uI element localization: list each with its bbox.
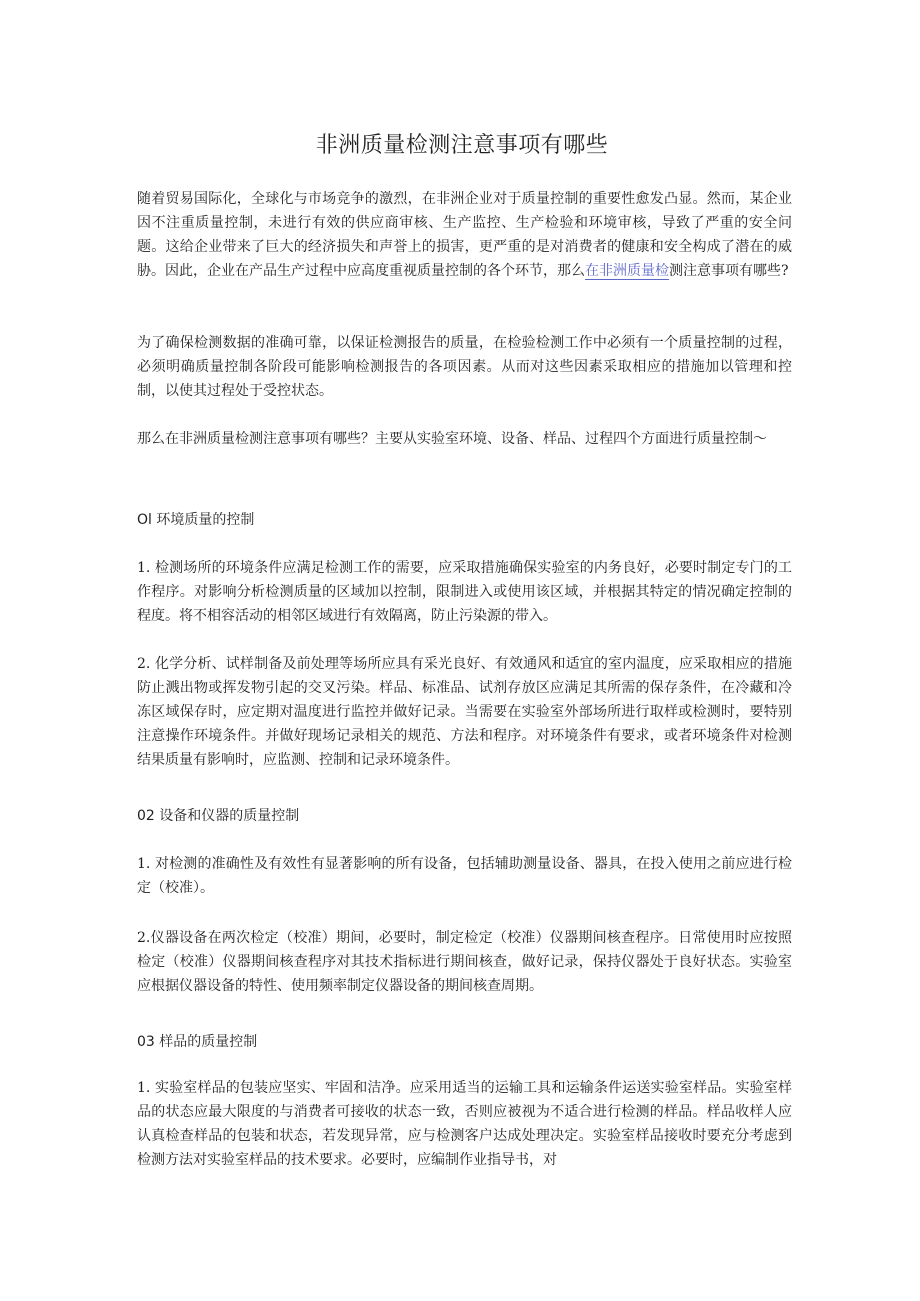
equipment-item-1: 1. 对检测的准确性及有效性有显著影响的所有设备，包括辅助测量设备、器具，在投入使用之前应进行检定（校准）。 <box>137 856 792 896</box>
section-heading-equipment: 02 设备和仪器的质量控制 <box>137 808 300 824</box>
intro-text-end: 测注意事项有哪些? <box>669 263 789 279</box>
intro-text: 随着贸易国际化，全球化与市场竞争的激烈，在非洲企业对于质量控制的重要性愈发凸显。然而，某企业因不注重质量控制，未进行有效的供应商审核、生产监控、生产检验和环境审核，导致了严重的安全问题。这给企业带来了巨大的经济损失和声誉上的损害，更严重的是对消费者的健康和安全构成了潜在的威胁。因此，企业在产品生产过程中应高度重视质量控制的各个环节，那么 <box>137 191 792 279</box>
document-title: 非洲质量检测注意事项有哪些 <box>315 133 609 158</box>
samples-item-1: 1. 实验室样品的包装应坚实、牢固和洁净。应采用适当的运输工具和运输条件运送实验室样品。实验室样品的状态应最大限度的与消费者可接收的状态一致，否则应被视为不适合进行检测的样品。样品收样人应认真检查样品的包装和状态，若发现异常，应与检测客户达成处理决定。实验室样品接收时要充分考虑到检测方法对实验室样品的技术要求。必要时，应编制作业指导书，对 <box>137 1080 792 1168</box>
paragraph-quality-control-purpose: 为了确保检测数据的准确可靠，以保证检测报告的质量，在检验检测工作中必须有一个质量控制的过程，必须明确质量控制各阶段可能影响检测报告的各项因素。从而对这些因素采取相应的措施加以管理和控制，以使其过程处于受控状态。 <box>137 335 792 399</box>
environment-item-1: 1. 检测场所的环境条件应满足检测工作的需要，应采取措施确保实验室的内务良好，必要时制定专门的工作程序。对影响分析检测质量的区域加以控制，限制进入或使用该区域，并根据其特定的情况确定控制的程度。将不相容活动的相邻区域进行有效隔离，防止污染源的带入。 <box>137 560 792 624</box>
section-heading-samples: 03 样品的质量控制 <box>137 1034 258 1050</box>
environment-item-2: 2. 化学分析、试样制备及前处理等场所应具有采光良好、有效通风和适宜的室内温度，应采取相应的措施防止溅出物或挥发物引起的交叉污染。样品、标准品、试剂存放区应满足其所需的保存条件，在冷藏和冷冻区域保存时，应定期对温度进行监控并做好记录。当需要在实验室外部场所进行取样或检测时，要特别注意操作环境条件。并做好现场记录相关的规范、方法和程序。对环境条件有要求，或者环境条件对检测结果质量有影响时，应监测、控制和记录环境条件。 <box>137 656 792 768</box>
intro-paragraph <box>137 187 792 283</box>
paragraph-four-aspects: 那么在非洲质量检测注意事项有哪些？主要从实验室环境、设备、样品、过程四个方面进行质量控制～ <box>137 431 767 447</box>
africa-quality-inspection-link[interactable]: 在非洲质量检 <box>585 263 669 279</box>
equipment-item-2: 2.仪器设备在两次检定（校准）期间，必要时，制定检定（校准）仪器期间核查程序。日常使用时应按照检定（校准）仪器期间核查程序对其技术指标进行期间核查，做好记录，保持仪器处于良好状态。实验室应根据仪器设备的特性、使用频率制定仪器设备的期间核查周期。 <box>137 930 792 994</box>
section-heading-environment: Ol 环境质量的控制 <box>137 512 255 528</box>
